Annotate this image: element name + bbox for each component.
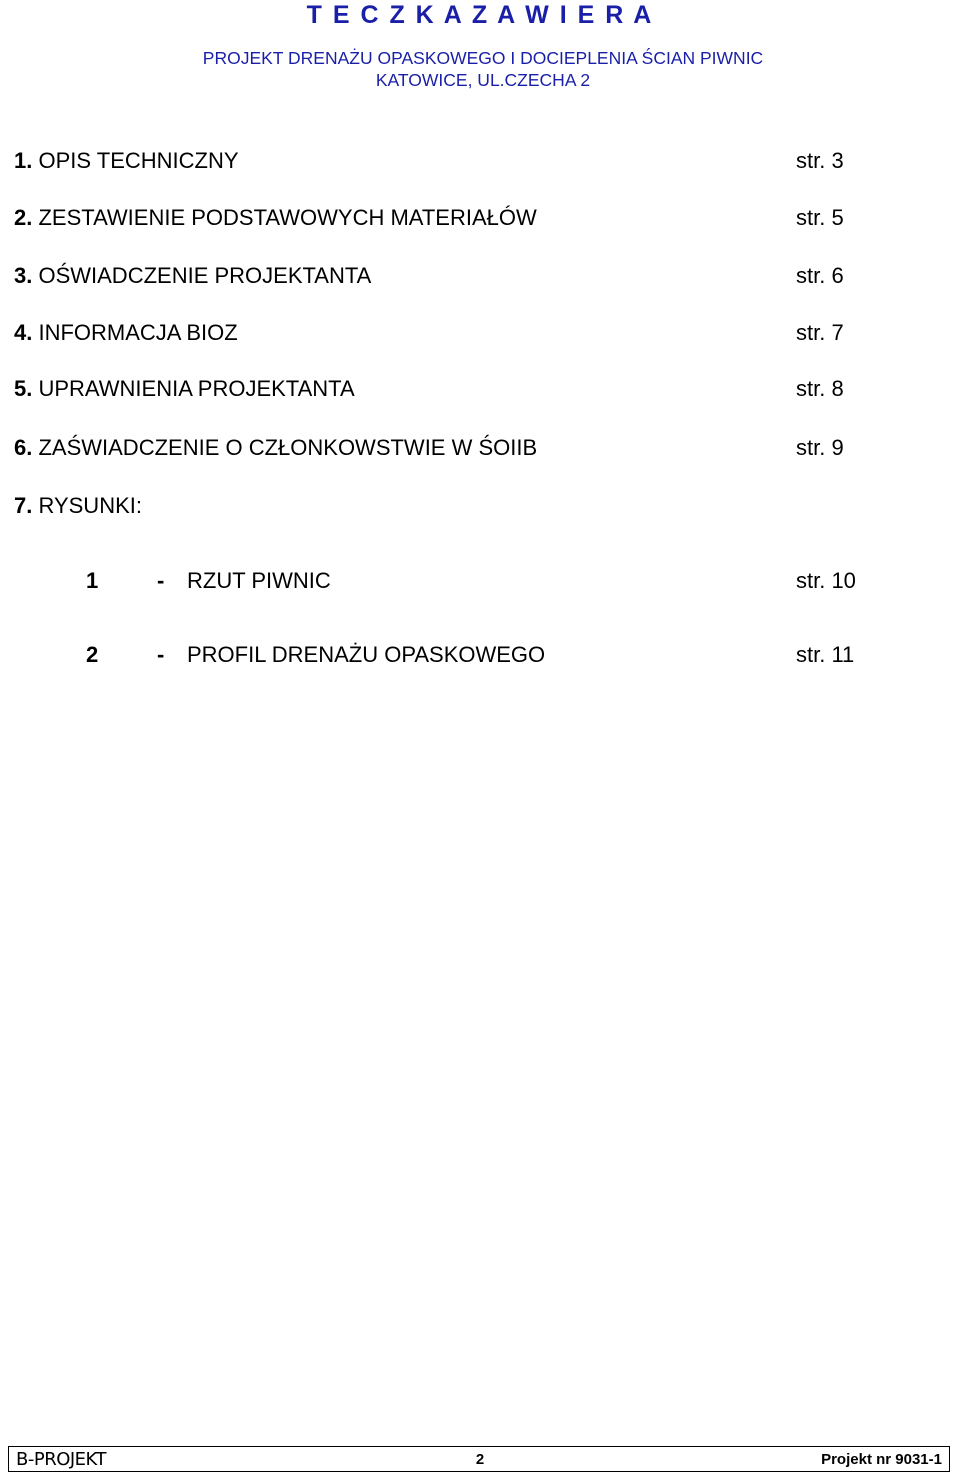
drawing-label: PROFIL DRENAŻU OPASKOWEGO [187,642,546,667]
drawing-label: RZUT PIWNIC [187,568,331,593]
toc-item-3 [14,261,894,291]
toc-item-label: OPIS TECHNICZNY [32,148,239,173]
toc-item-label: ZESTAWIENIE PODSTAWOWYCH MATERIAŁÓW [32,205,537,230]
toc-item-number: 1. [14,148,33,173]
toc-item-1 [14,146,894,176]
project-address: KATOWICE, UL.CZECHA 2 [375,70,591,90]
toc-item-number: 5. [14,376,33,401]
toc-item-label: UPRAWNIENIA PROJEKTANTA [32,376,355,401]
toc-item-page: str. 8 [796,376,844,401]
drawing-number: 1 [86,568,99,593]
toc-item-label: RYSUNKI: [32,493,142,518]
toc-item-number: 4. [14,320,33,345]
toc-item-6 [14,433,894,463]
toc-item-label: INFORMACJA BIOZ [32,320,238,345]
drawing-number: 2 [86,642,99,667]
drawing-page: str. 10 [796,568,856,593]
drawing-item-1 [86,566,906,596]
drawing-item-2 [86,640,906,670]
toc-item-7 [14,491,894,521]
footer-project-number: Projekt nr 9031-1 [821,1451,942,1468]
toc-item-number: 2. [14,205,33,230]
toc-item-page: str. 7 [796,320,844,345]
toc-item-5 [14,374,894,404]
toc-item-page: str. 9 [796,435,844,460]
toc-item-number: 7. [14,493,33,518]
toc-item-number: 6. [14,435,33,460]
drawing-dash: - [157,568,165,593]
page-title: T E C Z K A Z A W I E R A [306,1,654,29]
toc-item-4 [14,318,894,348]
toc-item-page: str. 5 [796,205,844,230]
toc-item-2 [14,203,894,233]
footer-page-number: 2 [475,1451,485,1468]
footer-company: B-PROJEKT [16,1449,106,1470]
toc-item-label: ZAŚWIADCZENIE O CZŁONKOWSTWIE W ŚOIIB [32,435,538,460]
project-subtitle: PROJEKT DRENAŻU OPASKOWEGO I DOCIEPLENIA ŚCIAN PIWNIC [202,48,764,68]
toc-item-number: 3. [14,263,33,288]
toc-item-label: OŚWIADCZENIE PROJEKTANTA [32,263,372,288]
toc-item-page: str. 3 [796,148,844,173]
drawing-dash: - [157,642,165,667]
toc-item-page: str. 6 [796,263,844,288]
drawing-page: str. 11 [796,642,855,667]
page-footer [8,1446,950,1472]
